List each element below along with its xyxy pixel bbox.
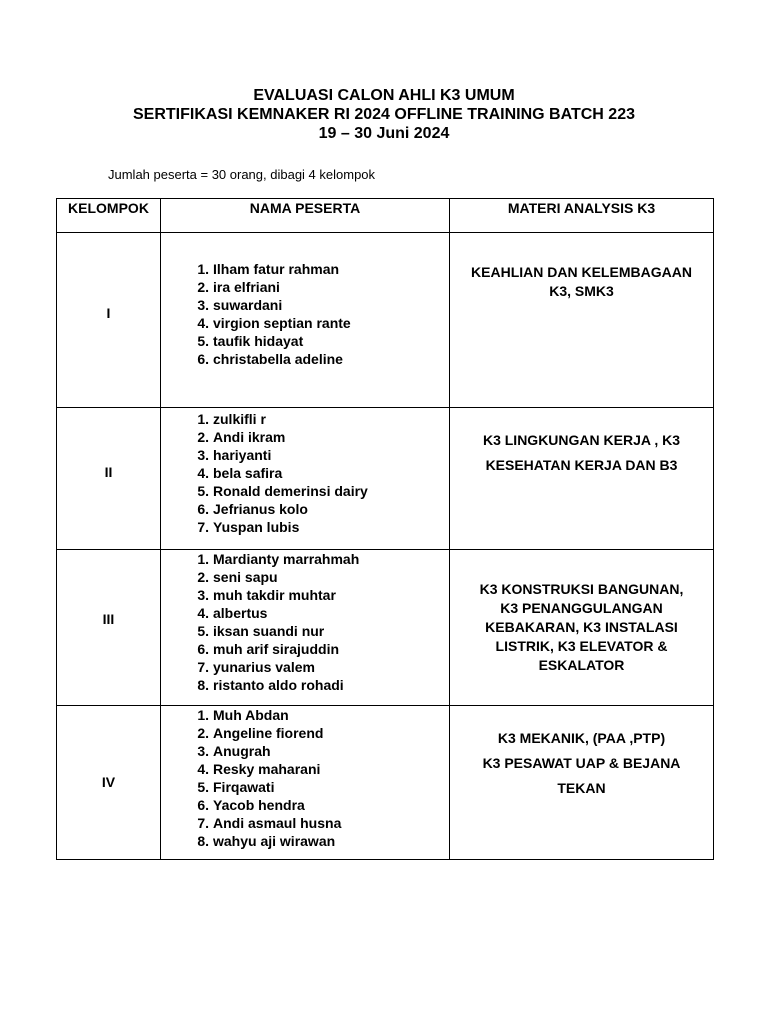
list-item: 8. wahyu aji wirawan [197, 833, 336, 849]
title-line: SERTIFIKASI KEMNAKER RI 2024 OFFLINE TRAINING BATCH 223 [133, 106, 635, 123]
list-item: 4. virgion septian rante [197, 315, 351, 331]
member-name: seni sapu [213, 569, 278, 585]
list-item: 5. iksan suandi nur [197, 623, 325, 639]
list-item: 7. yunarius valem [197, 659, 315, 675]
list-item: 4. Resky maharani [197, 761, 321, 777]
members-cell [161, 408, 450, 550]
title-line: 19 – 30 Juni 2024 [318, 125, 450, 142]
list-item: 4. bela safira [197, 465, 283, 481]
list-item: 7. Andi asmaul husna [197, 815, 342, 831]
member-name: Andi ikram [213, 429, 286, 445]
list-item: 1. Ilham fatur rahman [197, 261, 340, 277]
title-line: EVALUASI CALON AHLI K3 UMUM [253, 87, 515, 104]
member-name: taufik hidayat [213, 333, 304, 349]
member-name: muh arif sirajuddin [213, 641, 340, 657]
member-name: Jefrianus kolo [213, 501, 308, 517]
member-name: iksan suandi nur [213, 623, 325, 639]
list-item: 4. albertus [197, 605, 268, 621]
member-list [161, 550, 449, 694]
list-item: 3. muh takdir muhtar [197, 587, 336, 603]
list-item: 7. Yuspan lubis [197, 519, 300, 535]
member-name: Muh Abdan [213, 707, 289, 723]
participant-count-note: Jumlah peserta = 30 orang, dibagi 4 kelompok [108, 167, 376, 182]
materi-cell [450, 706, 714, 860]
materi-line: K3 PESAWAT UAP & BEJANA [482, 755, 681, 771]
group-id: III [57, 550, 161, 706]
header-materi: MATERI ANALYSIS K3 [450, 199, 714, 233]
materi-cell [450, 550, 714, 706]
group-id: I [57, 233, 161, 408]
member-name: christabella adeline [213, 351, 343, 367]
list-item: 2. Andi ikram [197, 429, 286, 445]
member-name: Yacob hendra [213, 797, 305, 813]
member-name: ristanto aldo rohadi [213, 677, 344, 693]
materi-line: K3 LINGKUNGAN KERJA , K3 [482, 432, 681, 448]
member-name: muh takdir muhtar [213, 587, 336, 603]
group-id: II [57, 408, 161, 550]
member-name: hariyanti [213, 447, 272, 463]
document-title [0, 86, 768, 143]
members-cell [161, 706, 450, 860]
list-item: 5. Ronald demerinsi dairy [197, 483, 368, 499]
member-name: Angeline fiorend [213, 725, 324, 741]
materi-line: LISTRIK, K3 ELEVATOR & [495, 638, 668, 654]
list-item: 6. Yacob hendra [197, 797, 305, 813]
list-item: 1. Muh Abdan [197, 707, 289, 723]
materi-line: K3 MEKANIK, (PAA ,PTP) [497, 730, 666, 746]
group-row [57, 408, 714, 550]
group-row [57, 706, 714, 860]
group-row [57, 550, 714, 706]
member-list [161, 410, 449, 536]
list-item: 3. suwardani [197, 297, 283, 313]
materi-line: KESEHATAN KERJA DAN B3 [485, 457, 678, 473]
group-row [57, 233, 714, 408]
materi-cell [450, 233, 714, 408]
table-header-row [57, 199, 714, 233]
member-name: wahyu aji wirawan [213, 833, 336, 849]
header-nama-peserta: NAMA PESERTA [161, 199, 450, 233]
member-list [161, 260, 449, 368]
list-item: 6. Jefrianus kolo [197, 501, 308, 517]
member-name: suwardani [213, 297, 283, 313]
member-name: zulkifli r [213, 411, 266, 427]
members-cell [161, 550, 450, 706]
list-item: 2. Angeline fiorend [197, 725, 324, 741]
member-name: Anugrah [213, 743, 271, 759]
member-name: bela safira [213, 465, 283, 481]
member-name: albertus [213, 605, 268, 621]
materi-line: KEAHLIAN DAN KELEMBAGAAN [471, 264, 692, 280]
list-item: 5. taufik hidayat [197, 333, 304, 349]
materi-line: KEBAKARAN, K3 INSTALASI [485, 619, 678, 635]
group-table [56, 198, 714, 860]
list-item: 5. Firqawati [197, 779, 275, 795]
member-list [161, 706, 449, 850]
member-name: Andi asmaul husna [213, 815, 342, 831]
group-id: IV [57, 706, 161, 860]
list-item: 2. seni sapu [197, 569, 278, 585]
materi-line: ESKALATOR [538, 657, 625, 673]
header-kelompok: KELOMPOK [57, 199, 161, 233]
members-cell [161, 233, 450, 408]
materi-cell [450, 408, 714, 550]
list-item: 6. christabella adeline [197, 351, 343, 367]
materi-line: K3, SMK3 [549, 283, 614, 299]
member-name: yunarius valem [213, 659, 315, 675]
member-name: Ilham fatur rahman [213, 261, 340, 277]
materi-line: K3 KONSTRUKSI BANGUNAN, [479, 581, 684, 597]
member-name: ira elfriani [213, 279, 280, 295]
list-item: 2. ira elfriani [197, 279, 280, 295]
list-item: 3. hariyanti [197, 447, 272, 463]
member-name: Resky maharani [213, 761, 321, 777]
materi-line: K3 PENANGGULANGAN [500, 600, 663, 616]
list-item: 1. Mardianty marrahmah [197, 551, 360, 567]
materi-line: TEKAN [557, 780, 606, 796]
list-item: 8. ristanto aldo rohadi [197, 677, 344, 693]
list-item: 3. Anugrah [197, 743, 271, 759]
member-name: Yuspan lubis [213, 519, 300, 535]
list-item: 1. zulkifli r [197, 411, 266, 427]
member-name: Ronald demerinsi dairy [213, 483, 368, 499]
member-name: Mardianty marrahmah [213, 551, 360, 567]
list-item: 6. muh arif sirajuddin [197, 641, 340, 657]
member-name: virgion septian rante [213, 315, 351, 331]
member-name: Firqawati [213, 779, 275, 795]
